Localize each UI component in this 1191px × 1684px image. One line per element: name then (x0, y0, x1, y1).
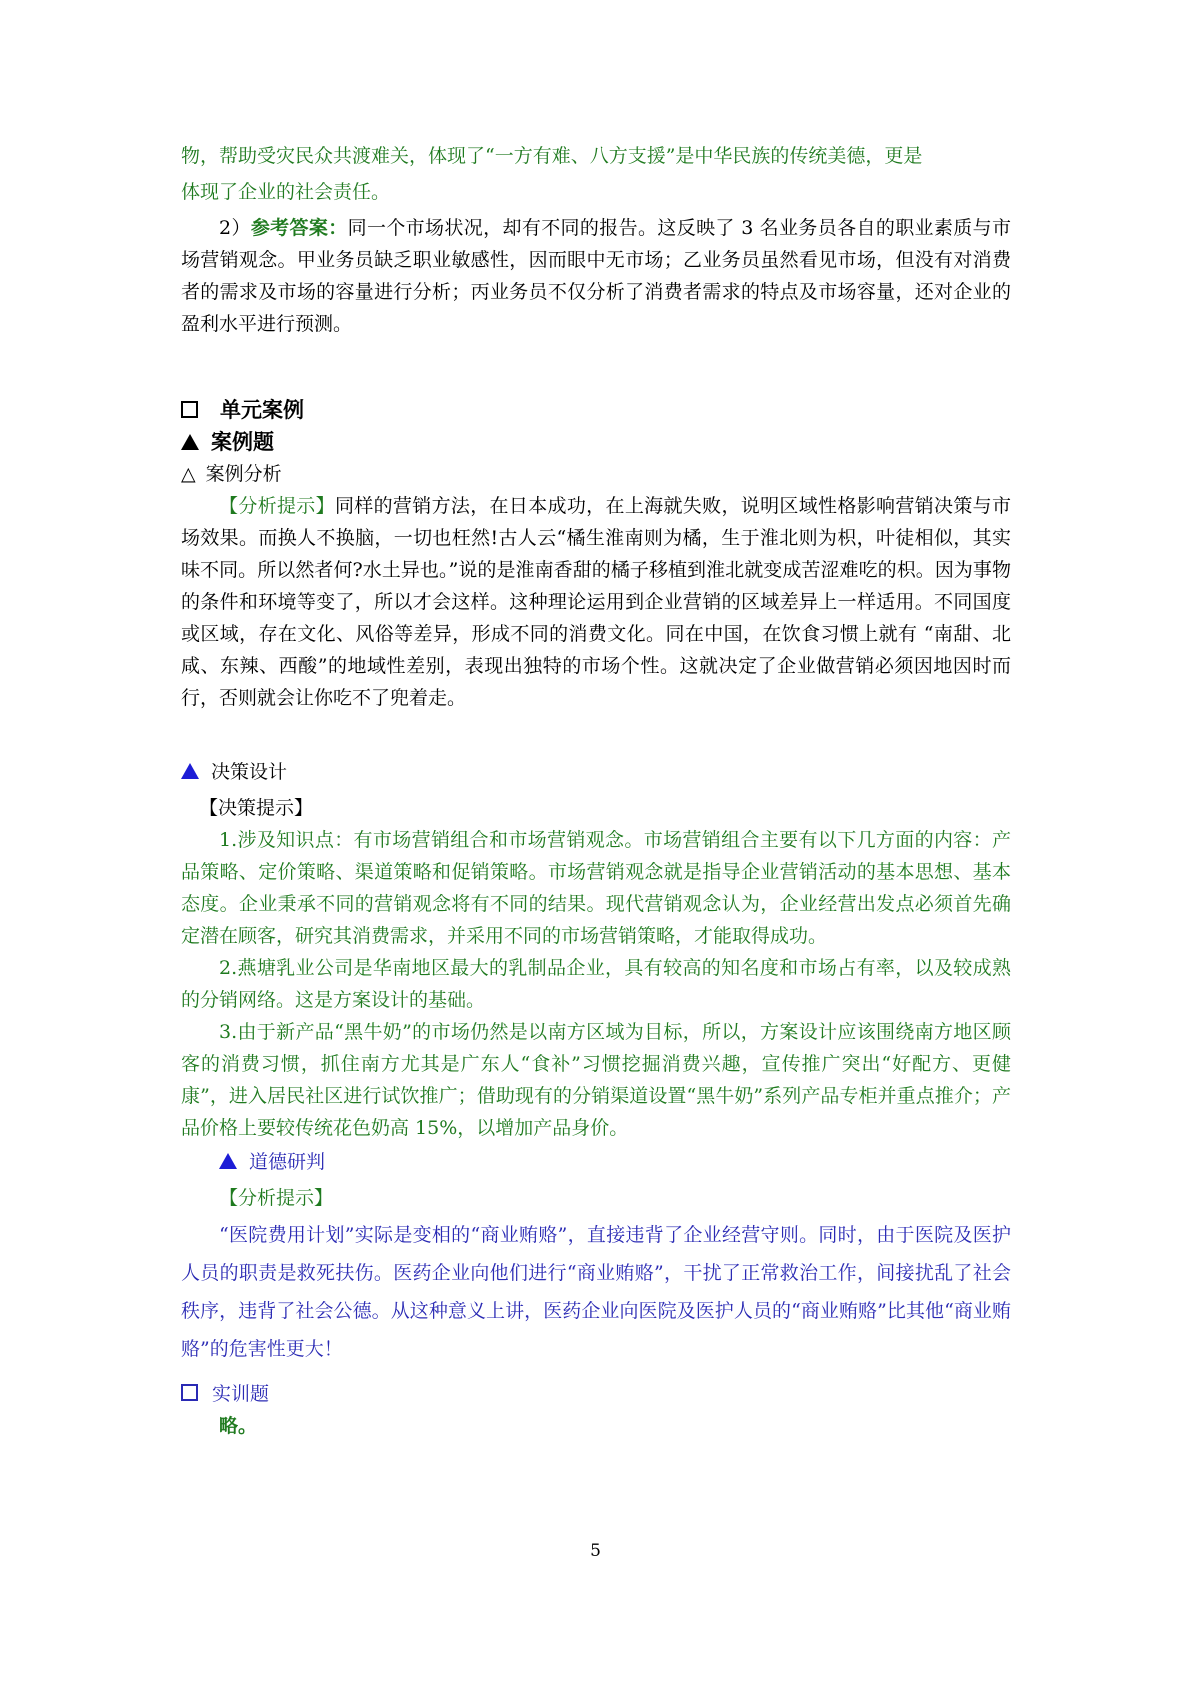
unit-case-title: 单元案例 (220, 397, 304, 422)
case-analysis-text: 同样的营销方法，在日本成功，在上海就失败，说明区域性格影响营销决策与市场效果。而换人不换脑，一切也枉然!古人云“橘生淮南则为橘，生于淮北则为枳，叶徒相似，其实味不同。所以然者何?水土异也。”说的是淮南香甜的橘子移植到淮北就变成苦涩难吃的枳。因为事物的条件和环境等变了，所以才会这样。这种理论运用到企业营销的区域差异上一样适用。不同国度或区域，存在文化、风俗等差异，形成不同的消费文化。同在中国，在饮食习惯上就有 “南甜、北咸、东辣、西酸”的地域性差别，表现出独特的市场个性。这就决定了企业做营销必须因地因时而行，否则就会让你吃不了兜着走。 (181, 495, 1011, 709)
decision-item-2: 2.燕塘乳业公司是华南地区最大的乳制品企业，具有较高的知名度和市场占有率，以及较成熟的分销网络。这是方案设计的基础。 (181, 957, 1011, 1011)
square-icon (181, 1384, 198, 1401)
decision-heading (181, 756, 1011, 788)
unit-case-heading (181, 394, 1011, 426)
case-analysis-heading (181, 458, 1011, 490)
top-paragraph-line2: 体现了企业的社会责任。 (181, 181, 391, 203)
answer-label: 参考答案： (250, 217, 348, 239)
ethics-hint-label: 【分析提示】 (219, 1187, 334, 1209)
answer-text: 同一个市场状况，却有不同的报告。这反映了 3 名业务员各自的职业素质与市场营销观念。甲业务员缺乏职业敏感性，因而眼中无市场；乙业务员虽然看见市场，但没有对消费者的需求及市场的容量进行分析；丙业务员不仅分析了消费者需求的特点及市场容量，还对企业的盈利水平进行预测。 (181, 217, 1011, 335)
triangle-icon (181, 434, 199, 450)
page-number: 5 (590, 1541, 601, 1561)
answer-paragraph (181, 212, 1011, 340)
case-analysis-paragraph (181, 490, 1011, 714)
triangle-icon (219, 1153, 237, 1169)
answer-prefix: 2） (219, 217, 251, 239)
ethics-title: 道德研判 (249, 1151, 326, 1173)
case-analysis-title: 案例分析 (205, 463, 282, 485)
ethics-paragraph: “医院费用计划”实际是变相的“商业贿赂”，直接违背了企业经营守则。同时，由于医院及医护人员的职责是救死扶伤。医药企业向他们进行“商业贿赂”，干扰了正常救治工作，间接扰乱了社会秩序，违背了社会公德。从这种意义上讲，医药企业向医院及医护人员的“商业贿赂”比其他“商业贿赂”的危害性更大！ (181, 1224, 1011, 1360)
training-heading (181, 1378, 1011, 1410)
page-content (181, 140, 1011, 1442)
top-paragraph-line1: 物，帮助受灾民众共渡难关，体现了“一方有难、八方支援”是中华民族的传统美德，更是 (181, 145, 923, 167)
case-analysis-hint-label: 【分析提示】 (219, 495, 335, 517)
case-title-heading (181, 426, 1011, 458)
decision-item-1: 1.涉及知识点：有市场营销组合和市场营销观念。市场营销组合主要有以下几方面的内容：产品策略、定价策略、渠道策略和促销策略。市场营销观念就是指导企业营销活动的基本思想、基本态度。企业秉承不同的营销观念将有不同的结果。现代营销观念认为，企业经营出发点必须首先确定潜在顾客，研究其消费需求，并采用不同的市场营销策略，才能取得成功。 (181, 829, 1011, 947)
open-triangle-icon: △ (181, 463, 196, 485)
decision-item-3: 3.由于新产品“黑牛奶”的市场仍然是以南方区域为目标，所以，方案设计应该围绕南方地区顾客的消费习惯，抓住南方尤其是广东人“食补”习惯挖掘消费兴趣，宣传推广突出“好配方、更健康”，进入居民社区进行试饮推广；借助现有的分销渠道设置“黑牛奶”系列产品专柜并重点推介；产品价格上要较传统花色奶高 15%，以增加产品身价。 (181, 1021, 1011, 1139)
case-title: 案例题 (211, 429, 274, 454)
square-icon (181, 401, 198, 418)
training-text: 略。 (219, 1415, 258, 1437)
decision-hint-label: 【决策提示】 (199, 797, 314, 819)
training-title: 实训题 (212, 1383, 270, 1405)
decision-title: 决策设计 (211, 761, 288, 783)
ethics-heading (181, 1146, 1011, 1178)
triangle-icon (181, 763, 199, 779)
